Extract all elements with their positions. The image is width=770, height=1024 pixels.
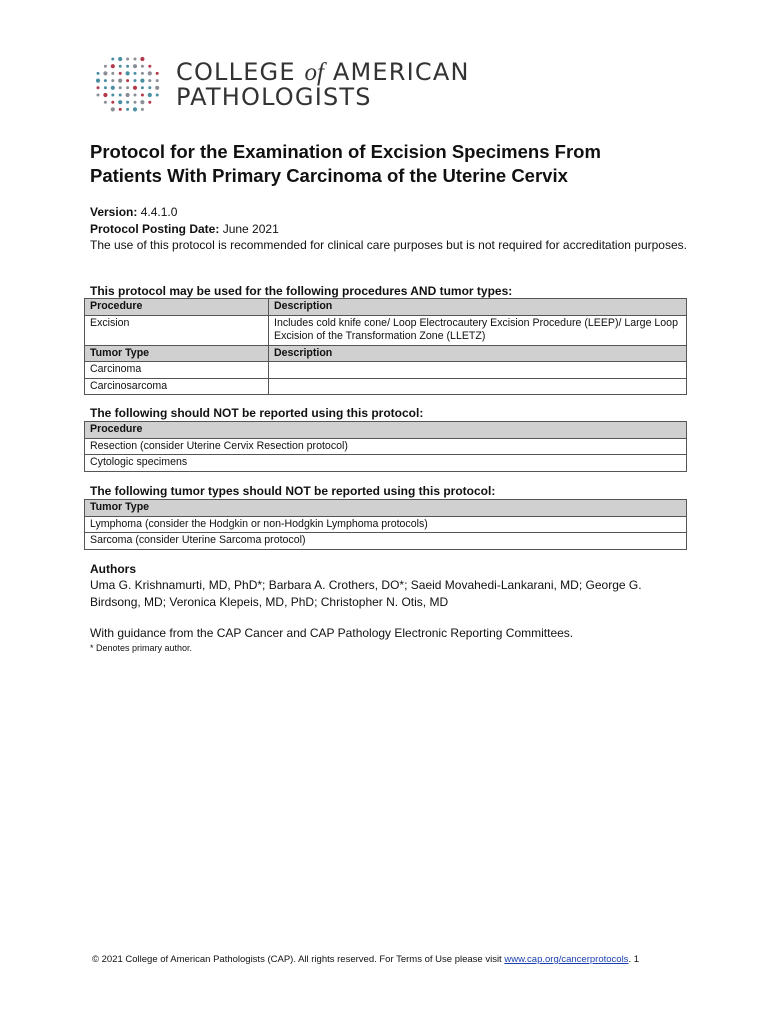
logo-dot (104, 101, 107, 104)
logo-dot (126, 101, 129, 104)
logo-dot (126, 58, 129, 61)
posting-date-value: June 2021 (222, 221, 279, 236)
primary-author-note: * Denotes primary author. (90, 643, 193, 653)
table-row: Cytologic specimens (85, 455, 687, 472)
logo-dot (140, 79, 144, 83)
used-heading: This protocol may be used for the following procedures AND tumor types: (90, 284, 513, 298)
logo-dot (103, 93, 107, 97)
logo-dot (126, 108, 129, 111)
not-tumor-table (84, 499, 687, 550)
logo-dot (140, 100, 144, 104)
logo-dot (140, 57, 144, 61)
procedure-header: Procedure (85, 299, 269, 316)
logo-dot (134, 79, 137, 82)
logo-dot (111, 58, 114, 61)
logo-dot (111, 79, 114, 82)
cancer-protocols-link[interactable]: www.cap.org/cancerprotocols (504, 954, 629, 965)
logo-dot (97, 72, 100, 75)
logo-dot (111, 94, 114, 97)
logo-line1-a: COLLEGE (176, 58, 305, 86)
logo-dot (126, 93, 130, 97)
logo-dot (133, 107, 137, 111)
logo-dot (126, 86, 129, 89)
logo-dot (133, 86, 137, 90)
copyright-text: © 2021 College of American Pathologists (CAP). All rights reserved. For Terms of Use please visit (92, 954, 505, 965)
logo-dot (156, 72, 159, 75)
logo-dot (111, 72, 114, 75)
tumor-type-header: Tumor Type (85, 345, 269, 362)
cap-logo (94, 54, 514, 116)
logo-dot (126, 65, 129, 68)
logo-dot (148, 93, 152, 97)
logo-dot (118, 57, 122, 61)
logo-dot (141, 86, 144, 89)
logo-dot (126, 79, 129, 82)
procedure-cell: Excision (85, 315, 269, 345)
not-procedure-table (84, 421, 687, 472)
logo-dot (96, 79, 100, 83)
page-number: . 1 (628, 954, 639, 965)
logo-dot (141, 65, 144, 68)
logo-dot (111, 101, 114, 104)
logo-dot (103, 71, 107, 75)
logo-dot (148, 65, 151, 68)
logo-dot (119, 108, 122, 111)
logo-line1-of: of (304, 59, 324, 86)
logo-dot (104, 65, 107, 68)
authors-heading: Authors (90, 562, 136, 576)
page-footer (92, 954, 639, 965)
logo-line2: PATHOLOGISTS (176, 83, 372, 111)
logo-dot (148, 86, 151, 89)
logo-dot (134, 101, 137, 104)
logo-dot (155, 86, 159, 90)
logo-dot (148, 71, 152, 75)
logo-dot (119, 65, 122, 68)
not-tumor-header: Tumor Type (85, 500, 687, 517)
logo-dot (104, 79, 107, 82)
usage-note: The use of this protocol is recommended for clinical care purposes but is not required for accreditation purposes. (90, 238, 687, 252)
logo-dot (141, 94, 144, 97)
logo-dot (133, 64, 137, 68)
logo-line1-b: AMERICAN (324, 58, 470, 86)
logo-dot (119, 94, 122, 97)
logo-dot (111, 64, 115, 68)
logo-dot (97, 86, 100, 89)
logo-dot (141, 108, 144, 111)
logo-dot (104, 86, 107, 89)
logo-dot (118, 79, 122, 83)
cap-logo-mark-icon (94, 54, 164, 116)
procedure-description-cell: Includes cold knife cone/ Loop Electrocautery Excision Procedure (LEEP)/ Large Loop Excision of the Transformation Zone (LLETZ) (269, 315, 687, 345)
logo-dot (134, 94, 137, 97)
logo-dot (156, 94, 159, 97)
logo-dot (126, 71, 130, 75)
used-table (84, 298, 687, 395)
logo-dot (111, 107, 115, 111)
logo-dot (97, 94, 100, 97)
logo-dot (119, 86, 122, 89)
not-procedure-heading: The following should NOT be reported using this protocol: (90, 406, 424, 420)
not-procedure-header: Procedure (85, 422, 687, 439)
title-line-1: Protocol for the Examination of Excision Specimens From (90, 141, 601, 162)
protocol-meta (90, 204, 690, 254)
tumor-description-cell (269, 362, 687, 379)
table-row: Lymphoma (consider the Hodgkin or non-Hodgkin Lymphoma protocols) (85, 516, 687, 533)
tumor-description-header: Description (269, 345, 687, 362)
logo-dot (156, 79, 159, 82)
logo-wordmark (176, 60, 470, 110)
logo-dot (134, 72, 137, 75)
not-tumor-heading: The following tumor types should NOT be reported using this protocol: (90, 484, 496, 498)
logo-dot (118, 100, 122, 104)
logo-dot (148, 101, 151, 104)
guidance-note: With guidance from the CAP Cancer and CAP Pathology Electronic Reporting Committees. (90, 626, 574, 640)
authors-list: Uma G. Krishnamurti, MD, PhD*; Barbara A. Crothers, DO*; Saeid Movahedi-Lankarani, MD; George G. Birdsong, MD; Veronica Klepeis, MD, PhD; Christopher N. Otis, MD (90, 578, 642, 609)
logo-dot (119, 72, 122, 75)
version-label: Version: (90, 205, 138, 219)
tumor-cell: Carcinoma (85, 362, 269, 379)
logo-dot (134, 58, 137, 61)
description-header: Description (269, 299, 687, 316)
table-row: Resection (consider Uterine Cervix Resection protocol) (85, 438, 687, 455)
title-line-2: Patients With Primary Carcinoma of the Uterine Cervix (90, 165, 568, 186)
tumor-description-cell (269, 378, 687, 395)
logo-dot (111, 86, 115, 90)
logo-dot (141, 72, 144, 75)
table-row: Sarcoma (consider Uterine Sarcoma protocol) (85, 533, 687, 550)
tumor-cell: Carcinosarcoma (85, 378, 269, 395)
version-value: 4.4.1.0 (140, 205, 178, 219)
logo-dot (148, 79, 151, 82)
posting-date-label: Protocol Posting Date: (90, 221, 220, 236)
document-title (90, 140, 690, 188)
